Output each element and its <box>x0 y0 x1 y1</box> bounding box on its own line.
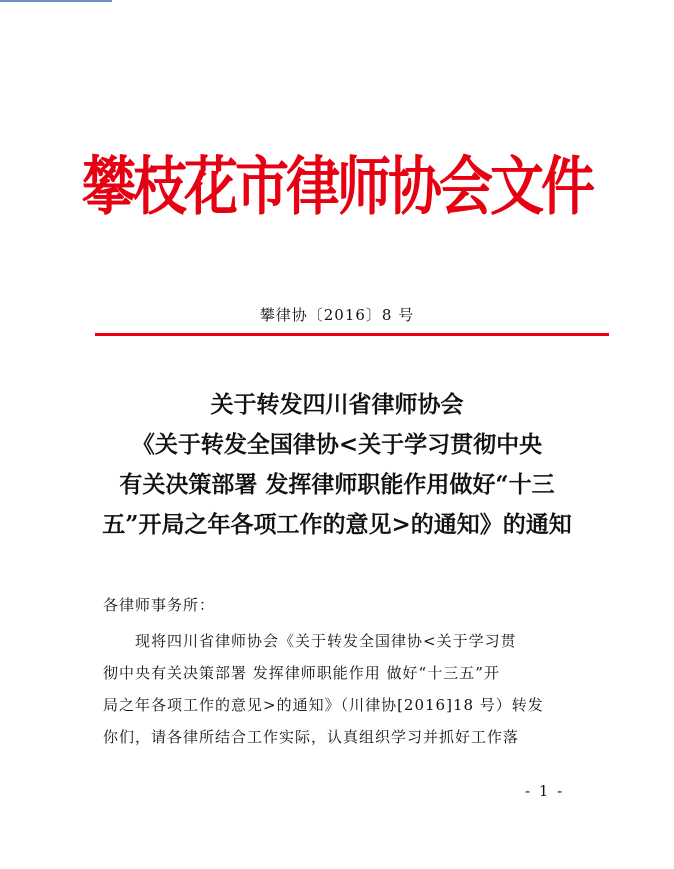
red-divider-line <box>95 333 609 336</box>
subject-line: 有关决策部署 发挥律师职能作用做好“十三 <box>119 471 555 498</box>
document-number: 攀律协〔2016〕8 号 <box>259 306 415 324</box>
body-line: 你们，请各律所结合工作实际，认真组织学习并抓好工作落 <box>103 728 520 746</box>
body-line: 局之年各项工作的意见>的通知》（川律协[2016]18 号）转发 <box>103 696 544 714</box>
subject-line: 五”开局之年各项工作的意见>的通知》的通知 <box>102 511 572 538</box>
document-header-title: 攀枝花市律师协会文件 <box>82 149 592 224</box>
subject-line: 《关于转发全国律协<关于学习贯彻中央 <box>131 431 543 458</box>
body-line: 彻中央有关决策部署 发挥律师职能作用 做好“十三五”开 <box>103 664 500 682</box>
page-number: - 1 - <box>525 782 565 800</box>
subject-line: 关于转发四川省律师协会 <box>210 391 464 418</box>
body-line: 现将四川省律师协会《关于转发全国律协<关于学习贯 <box>135 632 517 650</box>
salutation: 各律师事务所： <box>103 596 216 614</box>
body-paragraph <box>103 625 583 753</box>
top-edge-mark <box>0 0 112 2</box>
subject-heading <box>70 385 604 545</box>
